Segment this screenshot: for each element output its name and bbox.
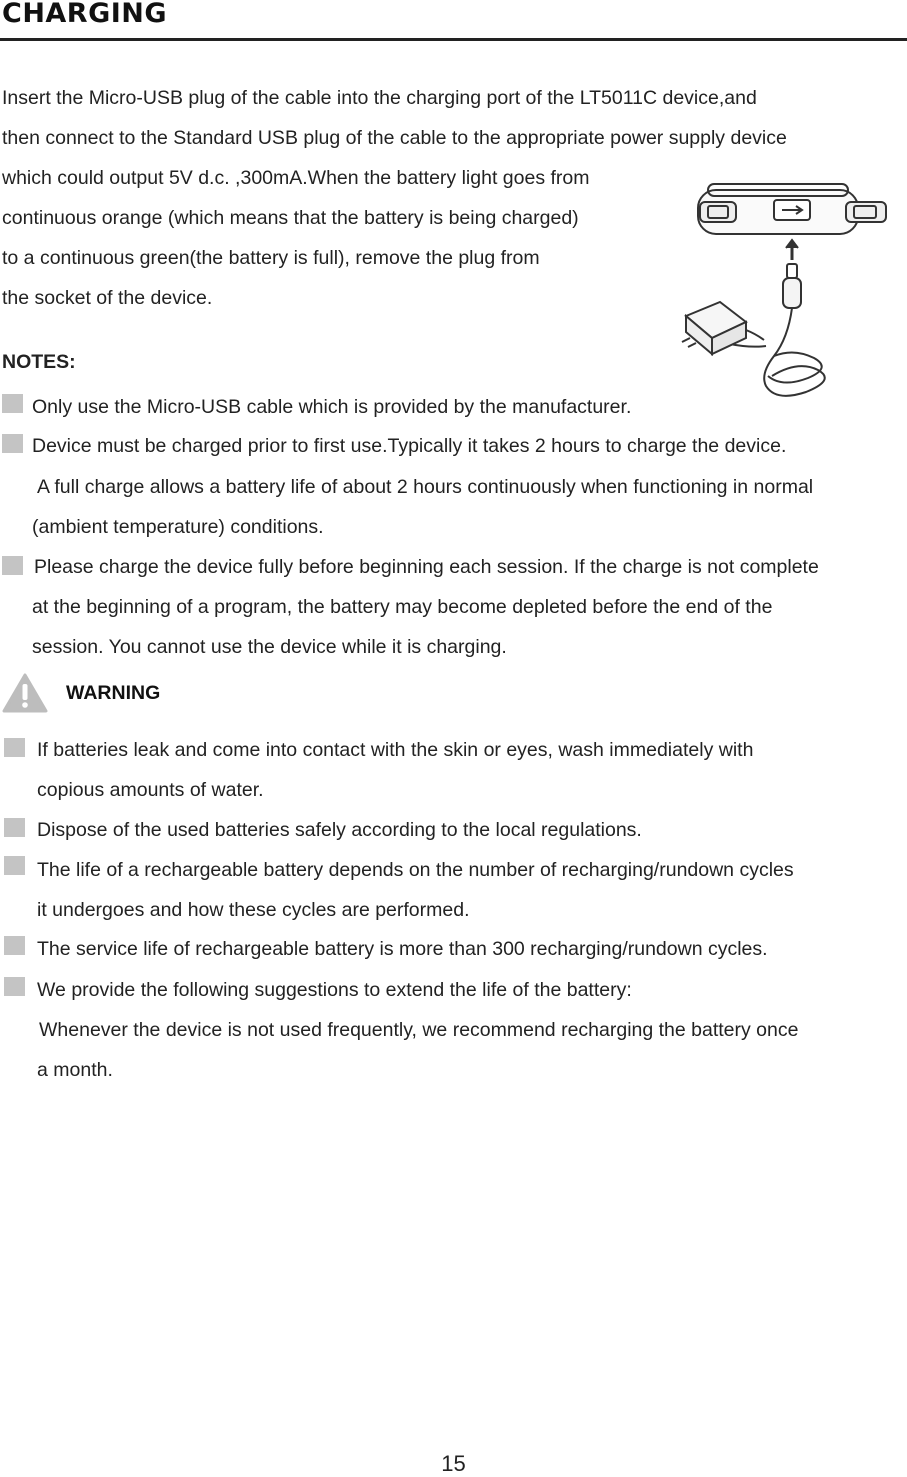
warning-triangle-icon xyxy=(2,672,48,714)
bullet-marker xyxy=(2,556,23,575)
intro-line: to a continuous green(the battery is full), remove the plug from xyxy=(2,247,540,269)
bullet-marker xyxy=(4,936,25,955)
page-number: 15 xyxy=(441,1451,466,1476)
intro-line: which could output 5V d.c. ,300mA.When the battery light goes from xyxy=(2,167,590,189)
notes-line: session. You cannot use the device while it is charging. xyxy=(32,636,507,658)
warning-line: it undergoes and how these cycles are performed. xyxy=(37,899,470,921)
bullet-marker xyxy=(2,394,23,413)
warning-line: The service life of rechargeable battery is more than 300 recharging/rundown cycles. xyxy=(37,938,768,960)
notes-line: at the beginning of a program, the battery may become depleted before the end of the xyxy=(32,596,773,618)
title-rule xyxy=(0,38,907,41)
warning-line: Dispose of the used batteries safely according to the local regulations. xyxy=(37,819,642,841)
intro-line: the socket of the device. xyxy=(2,287,213,309)
notes-line: A full charge allows a battery life of about 2 hours continuously when functioning in normal xyxy=(37,476,814,498)
intro-line: continuous orange (which means that the battery is being charged) xyxy=(2,207,579,229)
bullet-marker xyxy=(2,434,23,453)
warning-line: We provide the following suggestions to extend the life of the battery: xyxy=(37,979,632,1001)
intro-line: Insert the Micro-USB plug of the cable into the charging port of the LT5011C device,and xyxy=(2,87,757,109)
warning-line: The life of a rechargeable battery depends on the number of recharging/rundown cycles xyxy=(37,859,794,881)
notes-line: Device must be charged prior to first use.Typically it takes 2 hours to charge the device. xyxy=(32,435,787,457)
bullet-marker xyxy=(4,856,25,875)
warning-line: copious amounts of water. xyxy=(37,779,264,801)
warning-line: Whenever the device is not used frequently, we recommend recharging the battery once xyxy=(39,1019,799,1041)
bullet-marker xyxy=(4,738,25,757)
page-title: CHARGING xyxy=(2,0,168,29)
notes-line: (ambient temperature) conditions. xyxy=(32,516,324,538)
warning-heading: WARNING xyxy=(66,682,161,704)
bullet-marker xyxy=(4,818,25,837)
notes-line: Only use the Micro-USB cable which is provided by the manufacturer. xyxy=(32,396,632,418)
charging-illustration xyxy=(670,176,900,406)
notes-heading: NOTES: xyxy=(2,351,76,373)
warning-line: If batteries leak and come into contact with the skin or eyes, wash immediately with xyxy=(37,739,754,761)
intro-line: then connect to the Standard USB plug of the cable to the appropriate power supply device xyxy=(2,127,787,149)
warning-line: a month. xyxy=(37,1059,113,1081)
bullet-marker xyxy=(4,977,25,996)
notes-line: Please charge the device fully before beginning each session. If the charge is not complete xyxy=(34,556,819,578)
